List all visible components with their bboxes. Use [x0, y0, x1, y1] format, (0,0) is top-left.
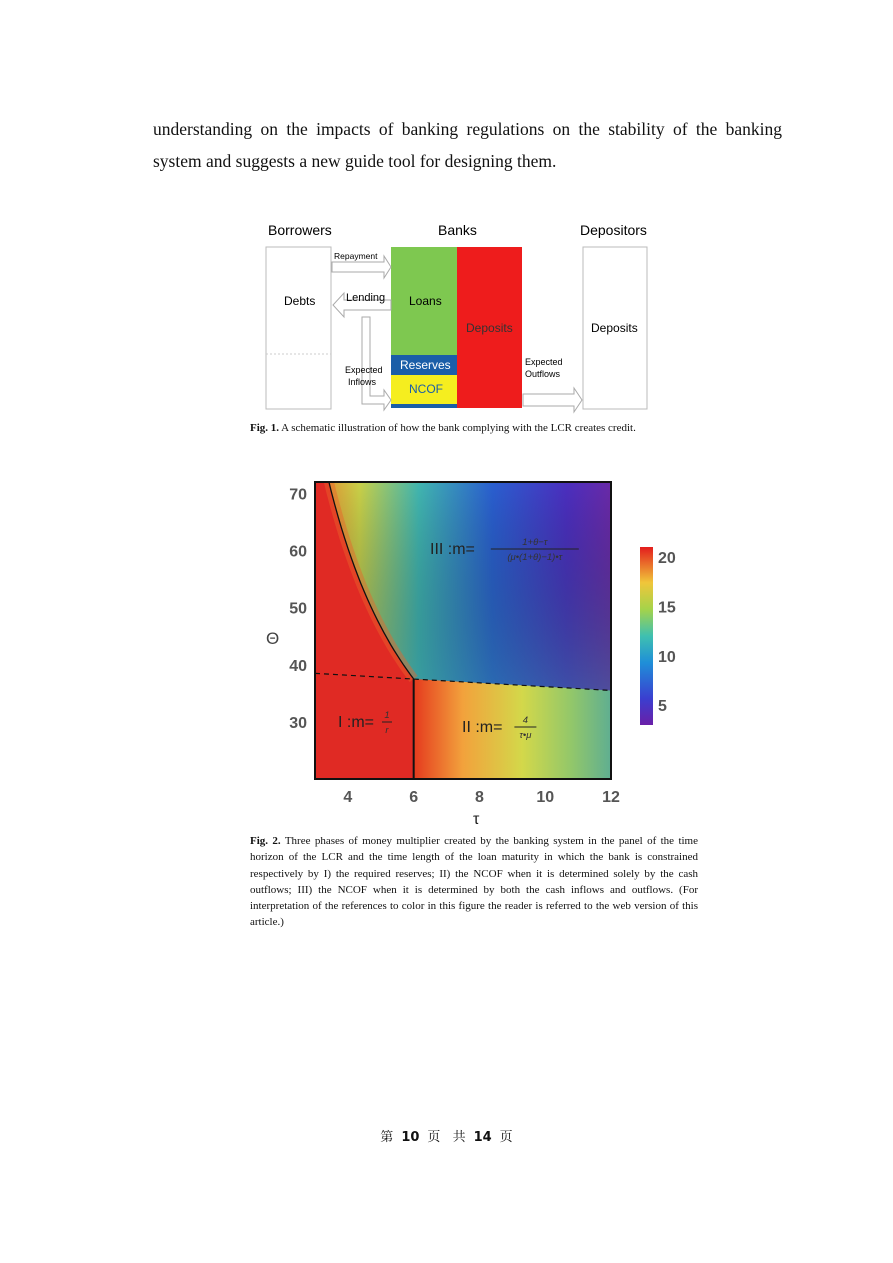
figure-1-caption: Fig. 1. A schematic illustration of how the bank complying with the LCR creates credit.: [250, 422, 636, 434]
lending-arrow: [333, 292, 391, 317]
svg-text:Expected: Expected: [525, 357, 563, 367]
body-paragraph: understanding on the impacts of banking regulations on the stability of the banking system and suggests a new guide tool for designing them.: [153, 119, 782, 171]
svg-text:III :m=: III :m=: [430, 541, 475, 558]
col-borrowers: Borrowers: [268, 222, 332, 238]
svg-text:r: r: [385, 725, 389, 736]
expected-outflows-arrow: [523, 357, 582, 412]
colorbar-tick-label: 15: [658, 599, 676, 617]
ncof-label: NCOF: [409, 382, 443, 396]
svg-text:Outflows: Outflows: [525, 369, 561, 379]
figure-2-heatmap: [258, 470, 688, 830]
page-footer: 第 10 页 共 14 页: [380, 1130, 513, 1145]
figure-1-diagram: [258, 214, 668, 414]
colorbar-tick-label: 20: [658, 549, 676, 567]
svg-text:I :m=: I :m=: [338, 714, 375, 731]
x-tick-label: 8: [474, 789, 484, 806]
expected-inflows-arrow: [345, 317, 391, 410]
y-tick-label: 40: [289, 657, 307, 675]
svg-text:4: 4: [522, 715, 529, 726]
colorbar-tick-label: 10: [658, 648, 676, 666]
svg-text:τ•μ: τ•μ: [519, 730, 532, 741]
svg-text:1: 1: [384, 710, 390, 721]
col-banks: Banks: [438, 222, 477, 238]
loans-label: Loans: [409, 294, 442, 308]
svg-text:Repayment: Repayment: [334, 251, 378, 261]
region-ii-fill: [414, 679, 611, 779]
y-tick-label: 30: [289, 714, 307, 732]
y-tick-label: 70: [289, 486, 307, 504]
borrowers-box: [266, 247, 331, 409]
y-tick-label: 50: [289, 600, 307, 618]
repayment-arrow: [332, 251, 391, 278]
svg-text:Inflows: Inflows: [348, 377, 377, 387]
y-axis-label: Θ: [266, 629, 280, 648]
x-tick-label: 4: [343, 789, 353, 806]
deposits-bank-label: Deposits: [466, 321, 513, 335]
y-tick-label: 60: [289, 543, 307, 561]
col-depositors: Depositors: [580, 222, 647, 238]
svg-text:Lending: Lending: [346, 292, 386, 304]
x-axis-label: τ: [472, 811, 480, 828]
svg-text:(μ•(1+θ)−1)•τ: (μ•(1+θ)−1)•τ: [507, 552, 563, 563]
x-tick-label: 10: [536, 789, 555, 806]
x-tick-label: 6: [409, 789, 419, 806]
x-tick-label: 12: [602, 789, 620, 806]
reserves-label: Reserves: [400, 358, 451, 372]
debts-label: Debts: [284, 294, 316, 308]
svg-text:1+θ−τ: 1+θ−τ: [522, 537, 548, 548]
figure-2-caption: Fig. 2. Three phases of money multiplier created by the banking system in the panel of the time horizon of the LCR and the time length of the loan maturity in which the bank is constrained respectively by I) the required reserves; II) the NCOF when it is determined solely by the cash outflows; III) the NCOF when it is determined by both the cash inflows and outflows. (For interpretation of the references to color in this figure the reader is referred to the web version of this article.): [250, 835, 698, 929]
svg-text:II :m=: II :m=: [462, 719, 503, 736]
colorbar-tick-label: 5: [658, 698, 667, 716]
svg-text:Expected: Expected: [345, 365, 383, 375]
colorbar: [640, 547, 653, 725]
deposits-dep-label: Deposits: [591, 321, 638, 335]
